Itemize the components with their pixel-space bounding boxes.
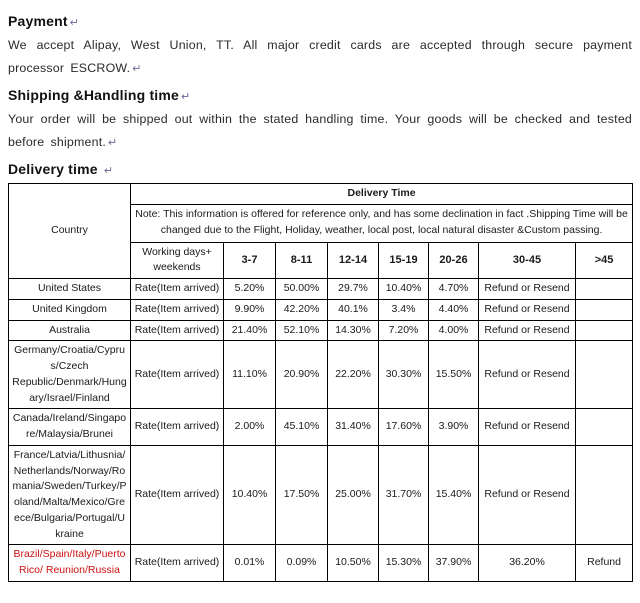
value-cell: 36.20% <box>479 545 576 582</box>
body-text: Your order will be shipped out within the stated handling time. Your goods will be checked and tested before shipment. <box>8 111 632 149</box>
paragraph-mark: ↵ <box>181 90 191 103</box>
heading-text: Shipping &Handling time <box>8 86 180 103</box>
value-cell: 31.40% <box>328 409 379 446</box>
rate-label-cell: Rate(Item arrived) <box>131 409 224 446</box>
country-cell: Australia <box>9 320 131 341</box>
value-cell: 7.20% <box>379 320 429 341</box>
table-row <box>9 545 633 582</box>
value-cell: 10.40% <box>224 445 276 545</box>
col-working-days: Working days+ weekends <box>131 242 224 279</box>
value-cell: 3.90% <box>429 409 479 446</box>
heading-text: Delivery time <box>8 160 98 177</box>
value-cell: 40.1% <box>328 299 379 320</box>
value-cell: 17.50% <box>276 445 328 545</box>
table-row <box>9 279 633 300</box>
value-cell: 22.20% <box>328 341 379 409</box>
value-cell <box>576 341 633 409</box>
value-cell: 15.40% <box>429 445 479 545</box>
value-cell: 30.30% <box>379 341 429 409</box>
value-cell: 25.00% <box>328 445 379 545</box>
section-payment <box>8 13 632 80</box>
value-cell: Refund or Resend <box>479 320 576 341</box>
value-cell: 52.10% <box>276 320 328 341</box>
country-cell: United Kingdom <box>9 299 131 320</box>
delivery-time-table <box>8 183 633 582</box>
value-cell: 20.90% <box>276 341 328 409</box>
table-title-cell: Delivery Time <box>131 183 633 204</box>
value-cell <box>576 299 633 320</box>
rate-label-cell: Rate(Item arrived) <box>131 445 224 545</box>
value-cell: 0.01% <box>224 545 276 582</box>
delivery-table-body <box>9 279 633 582</box>
value-cell: 50.00% <box>276 279 328 300</box>
value-cell: 4.70% <box>429 279 479 300</box>
value-cell: Refund or Resend <box>479 279 576 300</box>
shipping-handling-heading <box>8 87 632 103</box>
delivery-time-heading <box>8 161 632 177</box>
value-cell: 37.90% <box>429 545 479 582</box>
value-cell: 21.40% <box>224 320 276 341</box>
section-shipping-handling <box>8 87 632 154</box>
col-15-19: 15-19 <box>379 242 429 279</box>
value-cell: Refund <box>576 545 633 582</box>
value-cell: 4.00% <box>429 320 479 341</box>
value-cell: 15.30% <box>379 545 429 582</box>
rate-label-cell: Rate(Item arrived) <box>131 299 224 320</box>
payment-text <box>8 34 632 80</box>
value-cell: Refund or Resend <box>479 299 576 320</box>
value-cell: 11.10% <box>224 341 276 409</box>
col-30-45: 30-45 <box>479 242 576 279</box>
country-cell: Canada/Ireland/Singapore/Malaysia/Brunei <box>9 409 131 446</box>
value-cell: 3.4% <box>379 299 429 320</box>
value-cell: 15.50% <box>429 341 479 409</box>
value-cell <box>576 445 633 545</box>
table-row <box>9 409 633 446</box>
rate-label-cell: Rate(Item arrived) <box>131 279 224 300</box>
rate-label-cell: Rate(Item arrived) <box>131 320 224 341</box>
paragraph-mark: ↵ <box>69 17 80 29</box>
shipping-handling-text <box>8 108 632 154</box>
col-3-7: 3-7 <box>224 242 276 279</box>
value-cell <box>576 320 633 341</box>
value-cell <box>576 279 633 300</box>
value-cell: Refund or Resend <box>479 341 576 409</box>
value-cell: 4.40% <box>429 299 479 320</box>
value-cell: 17.60% <box>379 409 429 446</box>
value-cell: 42.20% <box>276 299 328 320</box>
value-cell: 10.40% <box>379 279 429 300</box>
col-12-14: 12-14 <box>328 242 379 279</box>
table-title-row <box>9 183 633 204</box>
table-note-cell: Note: This information is offered for reference only, and has some declination in fact .Shipping Time will be changed due to the Flight, Holiday, weather, local post, local natural disaster &Custom passing. <box>131 204 633 242</box>
table-row <box>9 445 633 545</box>
value-cell: 45.10% <box>276 409 328 446</box>
delivery-table-header <box>9 183 633 278</box>
paragraph-mark: ↵ <box>103 164 114 177</box>
rate-label-cell: Rate(Item arrived) <box>131 545 224 582</box>
value-cell: 5.20% <box>224 279 276 300</box>
table-row <box>9 341 633 409</box>
paragraph-mark: ↵ <box>108 136 118 149</box>
value-cell: 14.30% <box>328 320 379 341</box>
section-delivery-time <box>8 161 632 582</box>
country-header-cell: Country <box>9 183 131 278</box>
value-cell: 2.00% <box>224 409 276 446</box>
value-cell <box>576 409 633 446</box>
value-cell: 10.50% <box>328 545 379 582</box>
value-cell: Refund or Resend <box>479 409 576 446</box>
value-cell: 29.7% <box>328 279 379 300</box>
heading-text: Payment <box>8 13 68 29</box>
col-8-11: 8-11 <box>276 242 328 279</box>
table-row <box>9 320 633 341</box>
value-cell: 9.90% <box>224 299 276 320</box>
paragraph-mark: ↵ <box>132 62 142 75</box>
value-cell: 31.70% <box>379 445 429 545</box>
country-cell: Brazil/Spain/Italy/Puerto Rico/ Reunion/Russia <box>9 545 131 582</box>
value-cell: 0.09% <box>276 545 328 582</box>
body-text: We accept Alipay, West Union, TT. All major credit cards are accepted through secure payment processor ESCROW. <box>8 38 632 75</box>
table-row <box>9 299 633 320</box>
rate-label-cell: Rate(Item arrived) <box>131 341 224 409</box>
country-cell: United States <box>9 279 131 300</box>
col-20-26: 20-26 <box>429 242 479 279</box>
country-cell: Germany/Croatia/Cyprus/Czech Republic/Denmark/Hungary/Israel/Finland <box>9 341 131 409</box>
col-gt-45: >45 <box>576 242 633 279</box>
payment-heading <box>8 13 632 29</box>
value-cell: Refund or Resend <box>479 445 576 545</box>
country-cell: France/Latvia/Lithusnia/Netherlands/Norway/Romania/Sweden/Turkey/Poland/Malta/Mexico/Greece/Bulgaria/Portugal/Ukraine <box>9 445 131 545</box>
